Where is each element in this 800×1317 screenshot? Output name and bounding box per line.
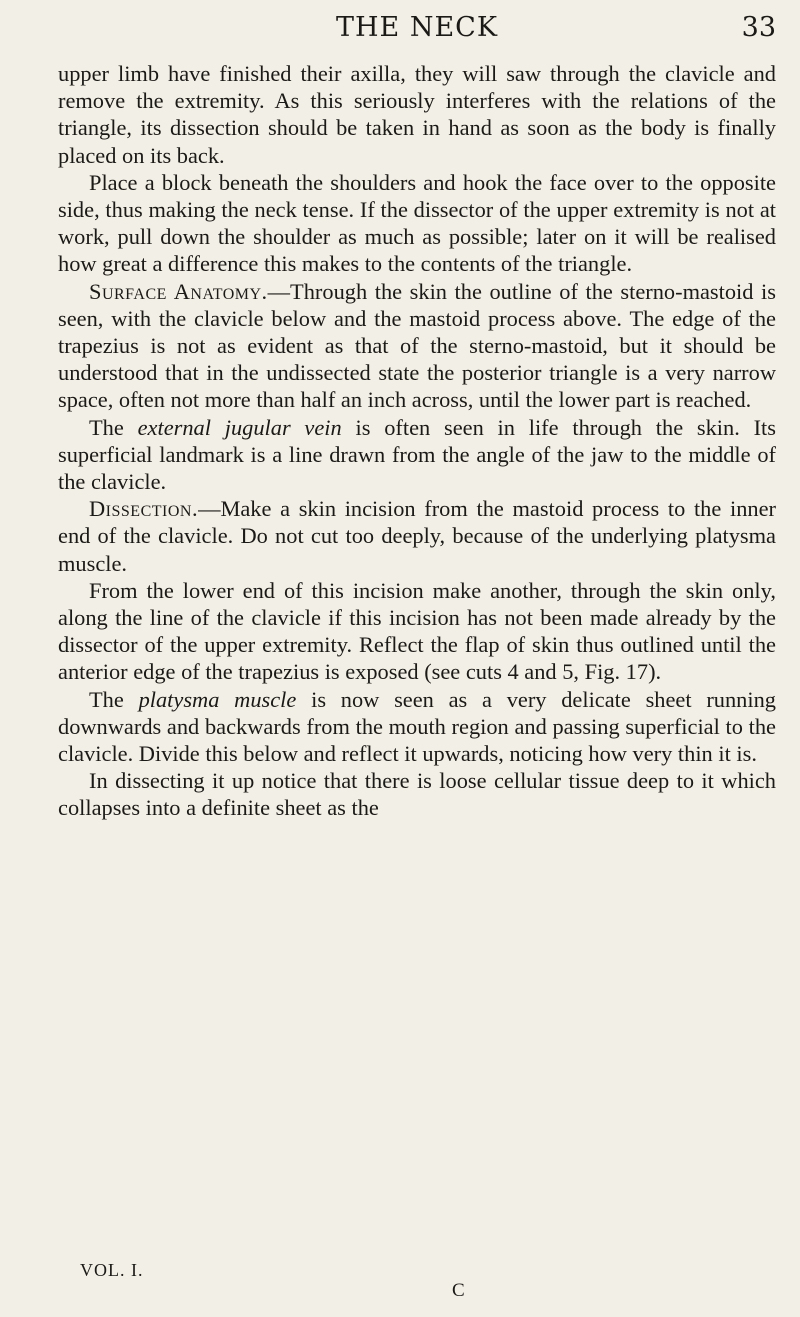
paragraph-4-text: is often seen in life through the skin. Its superficial landmark is a line drawn from the angle of the jaw to the middle of the clavicle.: [58, 414, 776, 495]
paragraph-4-lead: The: [89, 414, 124, 440]
term-platysma-muscle: platysma muscle: [138, 686, 297, 712]
section-heading-dissection: Dissection.: [89, 496, 199, 522]
section-heading-surface-anatomy: Surface Anatomy.: [89, 278, 268, 304]
paragraph-5-text: —Make a skin incision from the mastoid process to the inner end of the clavicle. Do not cut too deeply, because of the underlying platysma muscle.: [58, 496, 776, 576]
paragraph-7-text: is now seen as a very delicate sheet running downwards and backwards from the mouth region and passing superficial to the clavicle. Divide this below and reflect it upwards, noticing how very thin it is.: [58, 686, 776, 767]
volume-marker: VOL. I.: [80, 1260, 144, 1280]
paragraph-8-text: In dissecting it up notice that there is loose cellular tissue deep to it which collapses into a definite sheet as the: [58, 768, 776, 821]
paragraph-8: [58, 767, 776, 821]
running-head: THE NECK: [335, 12, 498, 43]
paragraph-dissection: [58, 495, 776, 577]
paragraph-2: [58, 169, 776, 278]
paragraph-7-lead: The: [89, 686, 124, 712]
signature-mark: C: [452, 1280, 465, 1301]
paragraph-1: [58, 60, 776, 169]
paragraph-platysma: [58, 686, 776, 768]
paragraph-6-text: From the lower end of this incision make another, through the skin only, along the line of the clavicle if this incision has not been made already by the dissector of the upper extremity. Reflect the flap of skin thus outlined until the anterior edge of the trapezius is exposed (see cuts 4 and 5, Fig. 17).: [58, 577, 776, 685]
paragraph-1-text: upper limb have finished their axilla, they will saw through the clavicle and remove the extremity. As this seriously interferes with the relations of the triangle, its dissection should be taken in hand as soon as the body is finally placed on its back.: [58, 61, 776, 168]
term-external-jugular-vein: external jugular vein: [137, 414, 342, 440]
page-footer: [58, 1260, 776, 1310]
page-number: 33: [741, 12, 776, 43]
paragraph-external-jugular: [58, 414, 776, 496]
page-header: [58, 8, 776, 48]
paragraph-3-text: —Through the skin the outline of the sterno-mastoid is seen, with the clavicle below and the mastoid process above. The edge of the trapezius is not as evident as that of the sterno-mastoid, but it should be understood that in the undissected state the posterior triangle is a very narrow space, often not more than half an inch across, until the lower part is reached.: [58, 278, 776, 413]
body-text: [58, 60, 776, 822]
paragraph-2-text: Place a block beneath the shoulders and hook the face over to the opposite side, thus making the neck tense. If the dissector of the upper extremity is not at work, pull down the shoulder as much as possible; later on it will be realised how great a difference this makes to the contents of the triangle.: [58, 169, 776, 277]
paragraph-surface-anatomy: [58, 278, 776, 414]
paragraph-6: [58, 577, 776, 686]
